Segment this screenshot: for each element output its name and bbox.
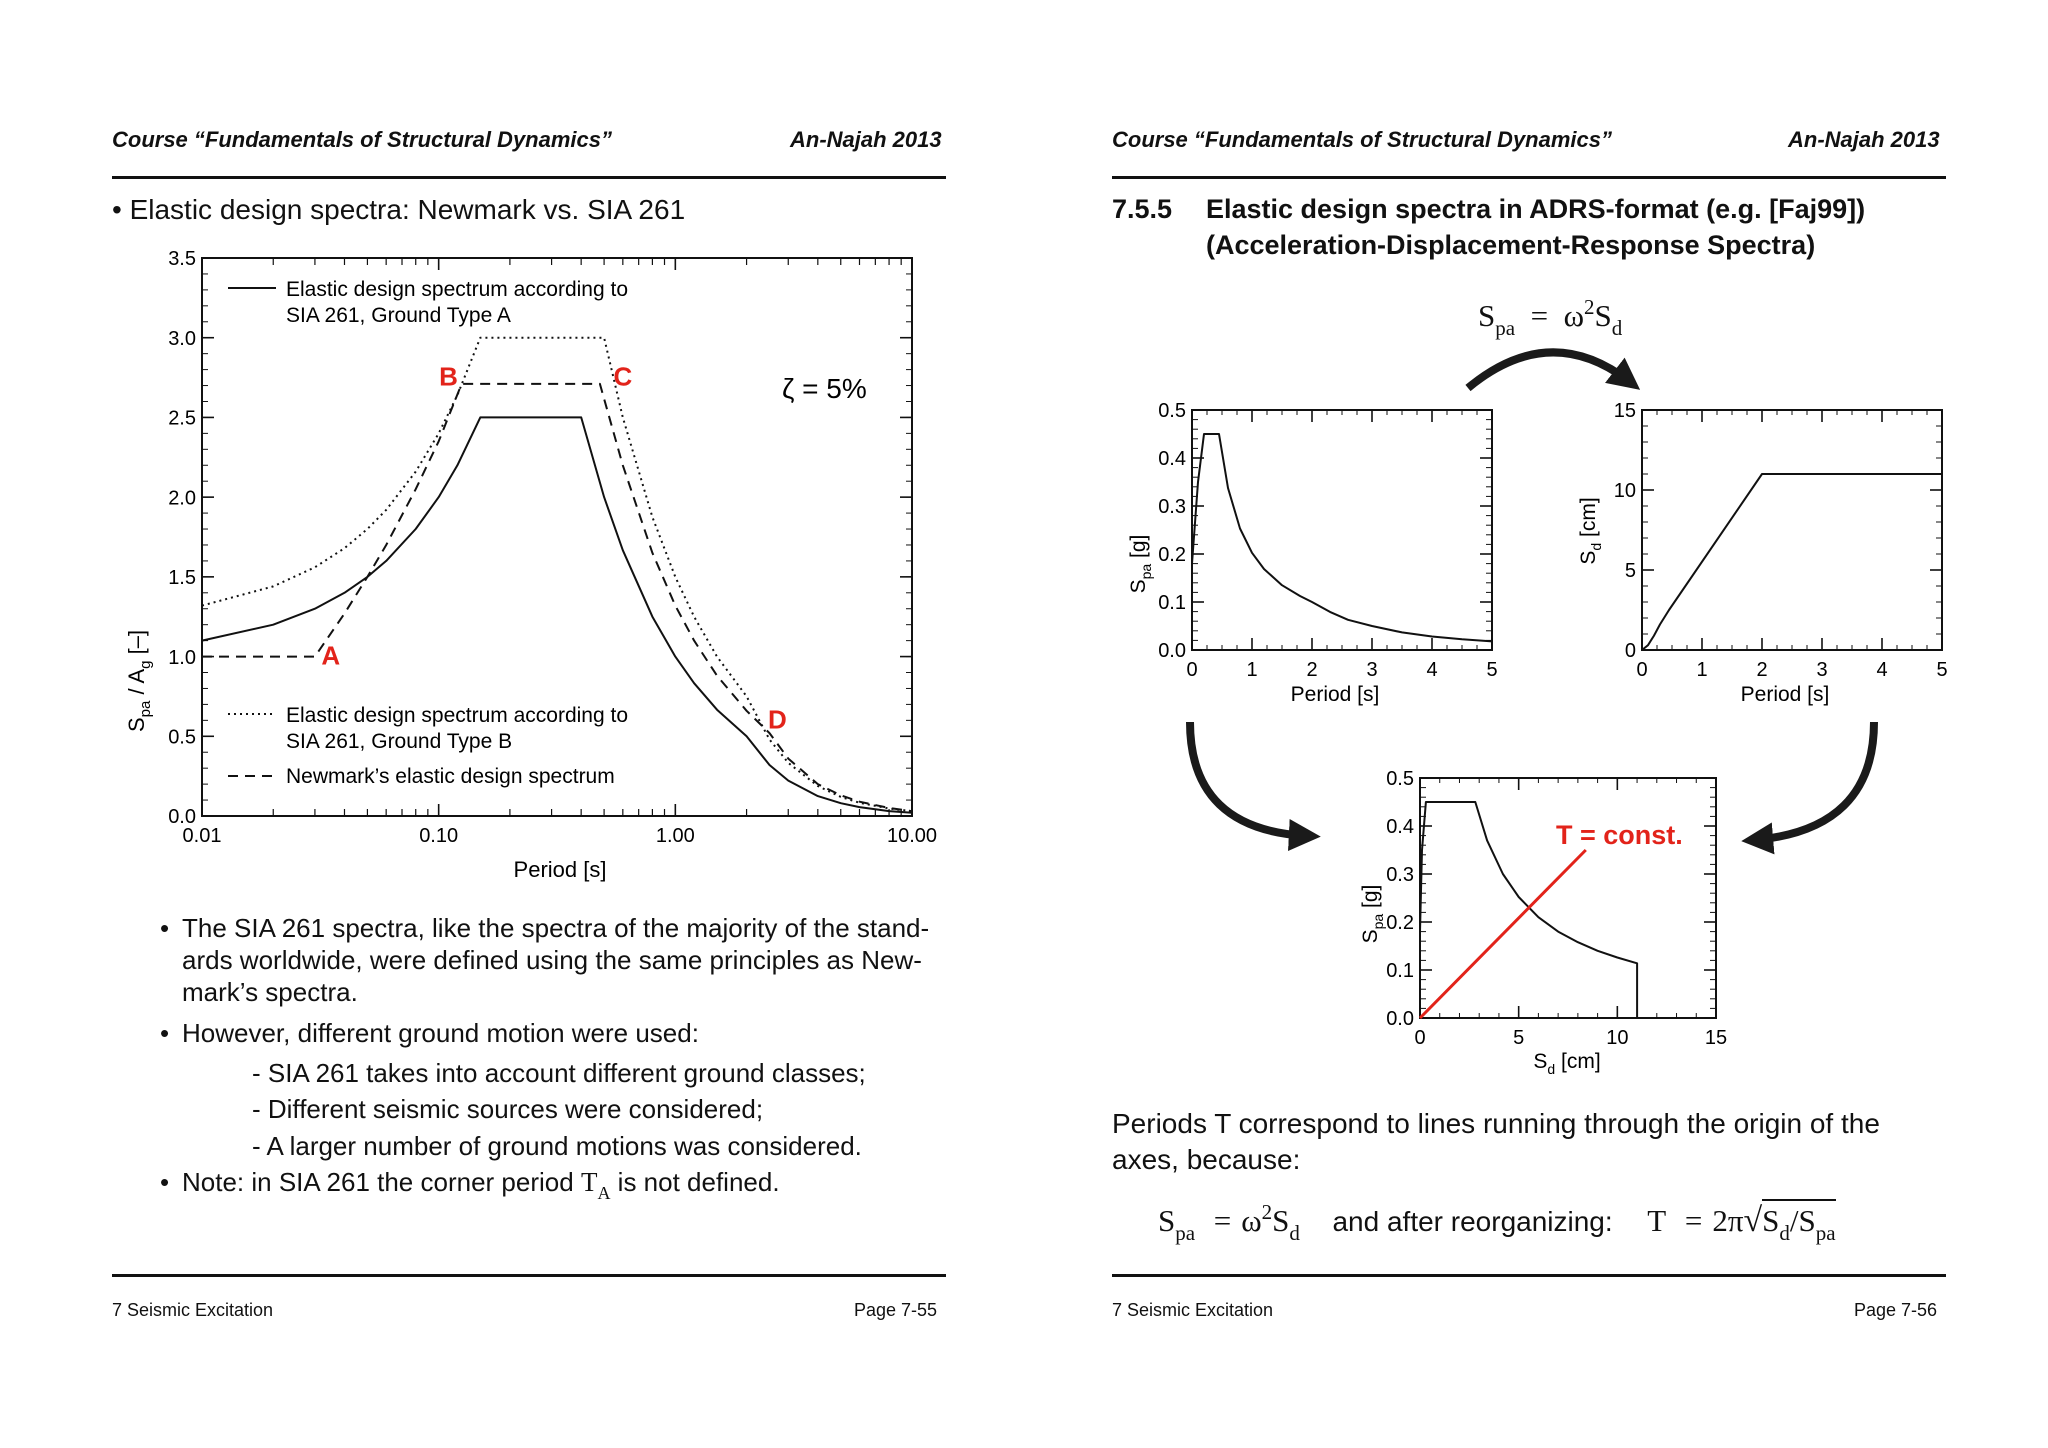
c3-plot-frame	[1642, 410, 1942, 650]
spa-chart-y-label	[1127, 535, 1154, 594]
legend-type-a-line2: SIA 261, Ground Type A	[286, 304, 511, 327]
tf-sup-2: 2	[1583, 295, 1595, 319]
c2-x-tick-label: 5	[1486, 659, 1498, 681]
left-chart-x-axis-label: Period [s]	[513, 857, 607, 882]
note-prefix: Note: in SIA 261 the corner period	[182, 1167, 574, 1197]
c3-series-line-0	[1642, 474, 1942, 650]
tf-sub-pa: pa	[1495, 316, 1516, 340]
c2-plot-frame	[1192, 410, 1492, 650]
tf-omega: ω	[1563, 298, 1584, 333]
left-footer-page: Page 7-55	[854, 1300, 938, 1320]
note-bullet	[182, 1166, 780, 1209]
corner-label-C: C	[613, 361, 633, 392]
tf-eq: =	[1530, 298, 1549, 333]
c1-y-tick-label: 0.5	[168, 726, 196, 749]
c3-x-tick-label: 2	[1756, 659, 1768, 681]
note-subscript: A	[597, 1183, 611, 1203]
c1-x-tick-label: 0.01	[182, 825, 222, 847]
left-page-title: • Elastic design spectra: Newmark vs. SIA 261	[112, 194, 686, 225]
legend-type-a-line1: Elastic design spectrum according to	[286, 278, 628, 301]
right-footer-rule	[1112, 1274, 1946, 1277]
bf-sub-pa: pa	[1175, 1221, 1196, 1245]
left-footer-rule	[112, 1274, 946, 1277]
left-footer-chapter: 7 Seismic Excitation	[112, 1300, 274, 1320]
legend-type-b-line2: SIA 261, Ground Type B	[286, 730, 513, 753]
tf-s: S	[1478, 298, 1496, 333]
bf-r-s: S	[1762, 1203, 1780, 1238]
periods-text	[1112, 1106, 1880, 1178]
left-header-title: Course “Fundamentals of Structural Dynamics”	[112, 127, 612, 152]
adrs-chart	[1332, 766, 1732, 1096]
bf-slash: /	[1789, 1203, 1799, 1238]
bf-r-sub-pa: pa	[1815, 1221, 1836, 1245]
ylabel-unit: [–]	[124, 629, 149, 661]
adrs-y-unit: [g]	[1359, 884, 1382, 914]
adrs-chart-y-label	[1359, 885, 1386, 944]
c4-x-tick-label: 5	[1513, 1027, 1525, 1049]
bf-radicand	[1762, 1199, 1836, 1245]
c4-x-tick-label: 15	[1704, 1027, 1728, 1049]
c3-y-tick-label: 15	[1613, 400, 1636, 423]
note-suffix: is not defined.	[617, 1167, 780, 1197]
sd-y-unit: [cm]	[1577, 497, 1600, 543]
c4-y-tick-label: 0.1	[1386, 960, 1414, 983]
bf-connector: and after reorganizing:	[1332, 1206, 1613, 1237]
bf-s: S	[1158, 1203, 1176, 1238]
legend-newmark: Newmark’s elastic design spectrum	[286, 765, 615, 788]
right-header-year: An-Najah 2013	[1788, 127, 1940, 152]
c1-x-tick-label: 10.00	[886, 825, 938, 847]
c4-y-tick-label: 0.2	[1386, 912, 1414, 935]
bf-s2: S	[1272, 1203, 1290, 1238]
c3-y-tick-label: 5	[1624, 560, 1636, 583]
bf-eq: =	[1213, 1203, 1232, 1238]
spa-y-unit: [g]	[1127, 534, 1150, 564]
corner-label-A: A	[321, 640, 341, 671]
c2-y-tick-label: 0.3	[1158, 496, 1186, 519]
tf-sub-d: d	[1611, 316, 1623, 340]
c3-x-tick-label: 0	[1636, 659, 1648, 681]
sd-chart-y-label	[1577, 497, 1604, 564]
c1-y-tick-label: 2.5	[168, 407, 196, 430]
c4-x-tick-label: 0	[1414, 1027, 1426, 1049]
bf-sup-2: 2	[1261, 1200, 1273, 1224]
section-title-line2: (Acceleration-Displacement-Response Spectra)	[1206, 230, 1816, 260]
bullet-text-2: However, different ground motion were used:	[182, 1018, 699, 1048]
spa-period-chart	[1110, 396, 1510, 726]
c4-y-tick-label: 0.3	[1386, 864, 1414, 887]
c4-x-tick-label: 10	[1606, 1027, 1629, 1049]
sd-y-s: S	[1577, 550, 1600, 565]
c1-x-tick-label: 1.00	[655, 825, 695, 847]
sqrt-icon: √	[1743, 1202, 1763, 1239]
c3-x-tick-label: 5	[1936, 659, 1948, 681]
c3-y-tick-label: 10	[1613, 480, 1636, 503]
left-header-year: An-Najah 2013	[790, 127, 942, 152]
bf-r-sub-d: d	[1779, 1221, 1790, 1245]
ylabel-sub-pa: pa	[137, 700, 154, 718]
right-footer-page: Page 7-56	[1854, 1300, 1938, 1320]
arrow-top-curved	[1468, 352, 1630, 388]
c1-y-tick-label: 3.5	[168, 248, 196, 271]
sub-bullet-1: - SIA 261 takes into account different ground classes;	[252, 1058, 866, 1088]
bullet-text-1: The SIA 261 spectra, like the spectra of the majority of the stand-ards worldwide, were defined using the same principles as New-mark’s spectra.	[182, 913, 930, 1007]
c2-y-tick-label: 0.0	[1158, 640, 1186, 663]
c1-y-tick-label: 1.0	[168, 646, 196, 669]
arrow-left-curved	[1190, 722, 1308, 836]
bf-sub-d: d	[1289, 1221, 1300, 1245]
c1-series-line-0	[202, 417, 912, 812]
sd-chart-x-label: Period [s]	[1740, 683, 1830, 706]
legend-type-b-line1: Elastic design spectrum according to	[286, 704, 628, 727]
tf-s2: S	[1594, 298, 1612, 333]
c2-series-line-0	[1192, 434, 1492, 641]
damping-annotation: ζ = 5%	[782, 373, 867, 404]
periods-text-line2: axes, because:	[1112, 1144, 1301, 1175]
corner-label-D: D	[768, 704, 787, 735]
bf-r-s2: S	[1798, 1203, 1816, 1238]
c2-x-tick-label: 4	[1426, 659, 1438, 681]
bf-2pi: 2π	[1712, 1203, 1744, 1238]
adrs-y-sub: pa	[1370, 913, 1386, 930]
left-header-rule	[112, 176, 946, 179]
c2-y-tick-label: 0.4	[1158, 448, 1186, 471]
c2-y-tick-label: 0.1	[1158, 592, 1186, 615]
arrow-right-curved	[1754, 722, 1874, 840]
c2-x-tick-label: 1	[1246, 659, 1258, 681]
ylabel-sub-g: g	[137, 660, 154, 669]
bf-t: T	[1647, 1203, 1667, 1238]
bf-omega: ω	[1241, 1203, 1262, 1238]
c1-y-tick-label: 0.0	[168, 806, 196, 829]
c1-y-tick-label: 1.5	[168, 567, 196, 590]
adrs-x-sub: d	[1547, 1061, 1556, 1077]
right-header-title: Course “Fundamentals of Structural Dynamics”	[1112, 127, 1612, 152]
c4-y-tick-label: 0.5	[1386, 768, 1414, 791]
bullet-dot-1: •	[160, 913, 170, 943]
c1-y-tick-label: 2.0	[168, 487, 196, 510]
c2-y-tick-label: 0.2	[1158, 544, 1186, 567]
c2-x-tick-label: 0	[1186, 659, 1198, 681]
ylabel-mid: / A	[124, 668, 149, 701]
adrs-x-unit: [cm]	[1555, 1050, 1601, 1073]
right-footer-chapter: 7 Seismic Excitation	[1112, 1300, 1274, 1320]
c4-plot-frame	[1420, 778, 1716, 1018]
sd-y-sub: d	[1588, 542, 1604, 551]
c4-y-tick-label: 0.4	[1386, 816, 1414, 839]
c3-x-tick-label: 1	[1696, 659, 1708, 681]
bottom-formula	[1158, 1200, 1836, 1246]
sd-period-chart	[1560, 396, 1960, 726]
sub-bullet-3: - A larger number of ground motions was considered.	[252, 1131, 862, 1161]
t-const-annotation: T = const.	[1556, 820, 1683, 850]
bullet-dot-2: •	[160, 1018, 170, 1048]
c1-y-tick-label: 3.0	[168, 327, 196, 350]
spa-chart-x-label: Period [s]	[1290, 683, 1380, 706]
c4-y-tick-label: 0.0	[1386, 1008, 1414, 1031]
ylabel-s: S	[124, 717, 149, 732]
adrs-x-s: S	[1533, 1050, 1548, 1073]
periods-text-line1: Periods T correspond to lines running through the origin of the	[1112, 1108, 1880, 1139]
c1-x-tick-label: 0.10	[419, 825, 459, 847]
bf-eq2: =	[1684, 1203, 1703, 1238]
c2-x-tick-label: 2	[1306, 659, 1318, 681]
section-title-line1: Elastic design spectra in ADRS-format (e.g. [Faj99])	[1206, 194, 1866, 224]
c3-y-tick-label: 0	[1624, 640, 1636, 663]
c3-x-tick-label: 4	[1876, 659, 1888, 681]
c2-x-tick-label: 3	[1366, 659, 1378, 681]
right-header-rule	[1112, 176, 1946, 179]
left-spectra-chart	[110, 240, 970, 890]
adrs-chart-x-label	[1533, 1050, 1600, 1077]
sub-bullet-2: - Different seismic sources were considered;	[252, 1094, 764, 1124]
section-number: 7.5.5	[1112, 194, 1173, 224]
left-chart-y-axis-label	[124, 630, 154, 732]
note-symbol: T	[580, 1167, 598, 1197]
c2-y-tick-label: 0.5	[1158, 400, 1186, 423]
corner-label-B: B	[439, 361, 458, 392]
c3-x-tick-label: 3	[1816, 659, 1828, 681]
bullet-dot-3: •	[160, 1167, 170, 1197]
spa-y-s: S	[1127, 579, 1150, 594]
spa-y-sub: pa	[1138, 563, 1154, 580]
adrs-y-s: S	[1359, 929, 1382, 944]
